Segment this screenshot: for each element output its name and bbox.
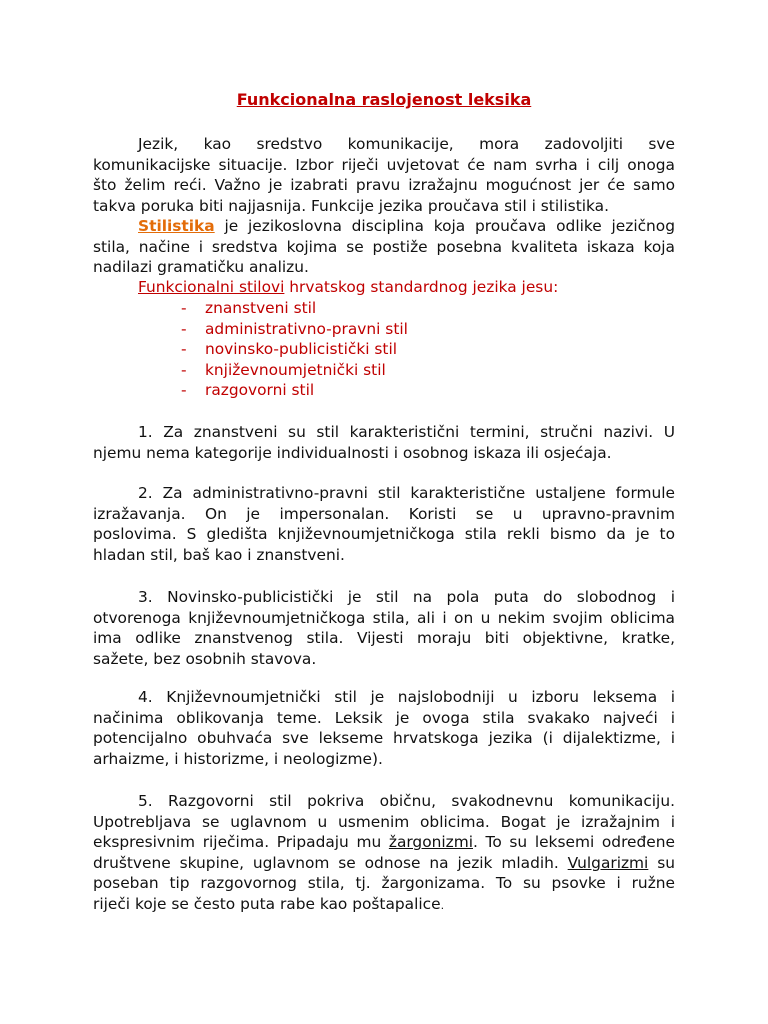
document-title: Funkcionalna raslojenost leksika bbox=[236, 90, 532, 109]
styles-list bbox=[181, 298, 408, 401]
list-item: - književnoumjetnički stil bbox=[181, 360, 386, 379]
list-item: - novinsko-publicistički stil bbox=[181, 340, 398, 359]
list-item: - administrativno-pravni stil bbox=[181, 319, 408, 338]
stilistika-line-3: nadilazi gramatičku analizu. bbox=[93, 258, 309, 277]
paragraph-1: 1. Za znanstveni su stil karakteristični termini, stručni nazivi. U njemu nema kategorije individualnosti i osobnog iskaza ili osjećaja. bbox=[93, 423, 675, 462]
intro-line-4: takva poruka biti najjasnija. Funkcije jezika proučava stil i stilistika. bbox=[93, 196, 609, 215]
paragraph-3: 3. Novinsko-publicistički je stil na pola puta do slobodnog i otvorenoga književnoumjetničkoga stila, ali i on u nekim svojim oblicima ima odlike znanstvenog stila. Vijesti moraju biti objektivne, kratke, sažete, bez osobnih stavova. bbox=[93, 588, 675, 668]
term-vulgarizmi: Vulgarizmi bbox=[567, 853, 649, 872]
styles-heading bbox=[93, 277, 675, 298]
intro-paragraph bbox=[93, 134, 675, 216]
stilistika-term: Stilistika bbox=[138, 217, 215, 235]
paragraph-2: 2. Za administrativno-pravni stil karakteristične ustaljene formule izražavanja. On je impersonalan. Koristi se u upravno-pravnim poslovima. S gledišta književnoumjetničkoga stila rekli bismo da je to hladan stil, baš kao i znanstveni. bbox=[93, 484, 675, 564]
term-zargonizmi: žargonizmi bbox=[388, 833, 473, 852]
stilistika-paragraph bbox=[93, 216, 675, 278]
styles-heading-term: Funkcionalni stilovi bbox=[138, 278, 285, 296]
intro-line-3: što želim reći. Važno je izabrati pravu izražajnu mogućnost jer će samo bbox=[93, 176, 675, 195]
intro-line-1: Jezik, kao sredstvo komunikacije, mora zadovoljiti sve bbox=[138, 135, 675, 153]
paragraph-4: 4. Književnoumjetnički stil je najslobodniji u izboru leksema i načinima oblikovanja teme. Leksik je ovoga stila svakako najveći i potencijalno obuhvaća sve lekseme hrvatskoga jezika (i dijalektizme, i arhaizme, i historizme, i neologizme). bbox=[93, 688, 675, 768]
stilistika-line-1: je jezikoslovna disciplina koja proučava odlike jezičnog bbox=[214, 217, 675, 235]
intro-line-2: komunikacijske situacije. Izbor riječi uvjetovat će nam svrha i cilj onoga bbox=[93, 155, 675, 174]
list-item: - razgovorni stil bbox=[181, 381, 315, 400]
styles-heading-rest: hrvatskog standardnog jezika jesu: bbox=[284, 278, 559, 296]
paragraph-5: 5. Razgovorni stil pokriva običnu, svakodnevnu komunikaciju. Upotrebljava se uglavnom u usmenim oblicima. Bogat je izražajnim i ekspresivnim riječima. Pripadaju mu žargonizmi. To su leksemi određene društvene skupine, uglavnom se odnose na jezik mladih. Vulgarizmi su poseban tip razgovornog stila, tj. žargonizama. To su psovke i ružne riječi koje se često puta rabe kao poštapalice. bbox=[93, 792, 675, 913]
stilistika-line-2: stila, načine i sredstva kojima se postiže posebna kvaliteta iskaza koja bbox=[93, 237, 675, 256]
list-item: - znanstveni stil bbox=[181, 299, 317, 317]
